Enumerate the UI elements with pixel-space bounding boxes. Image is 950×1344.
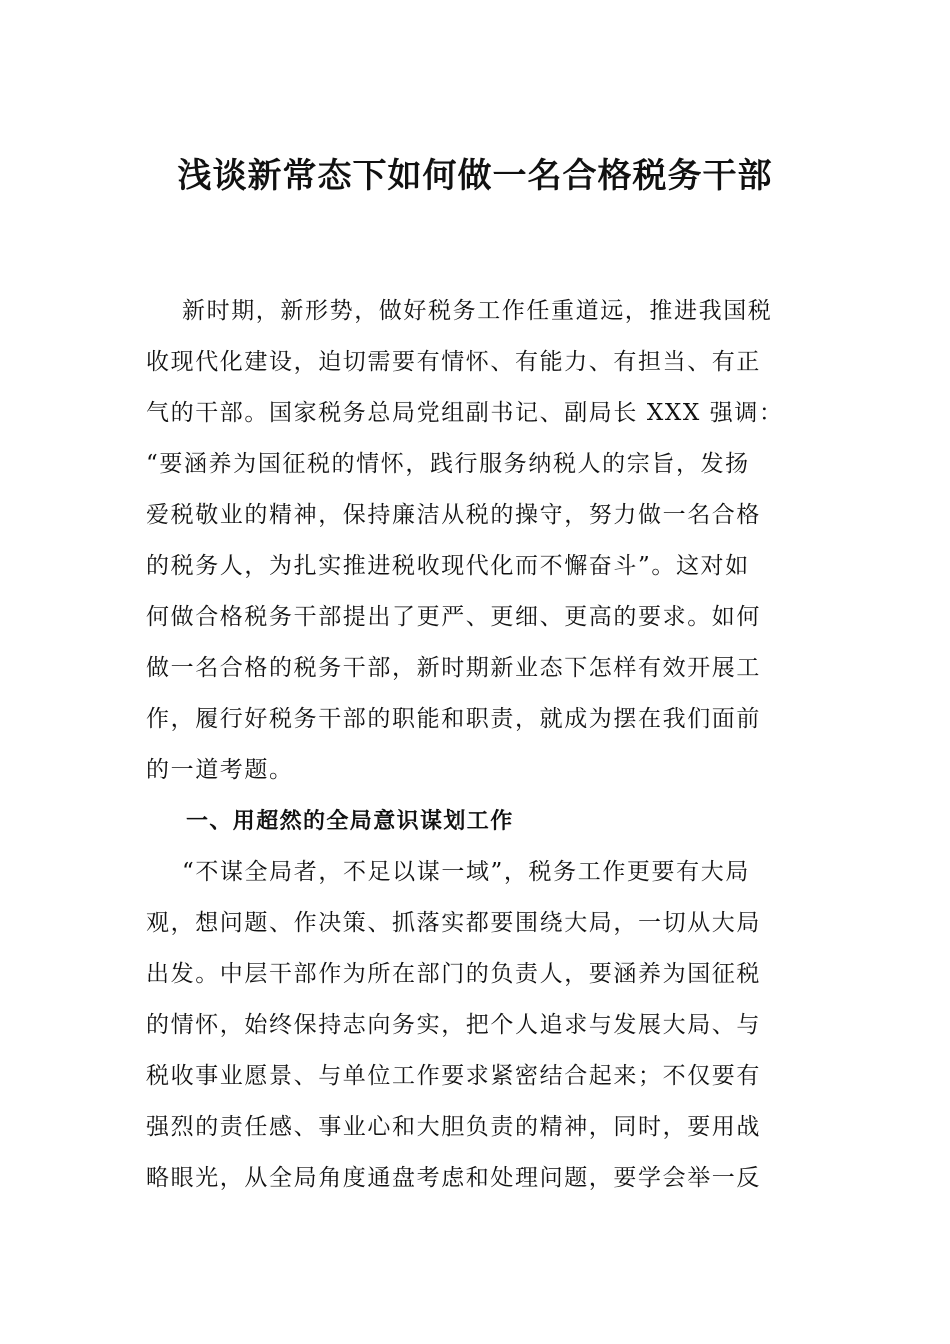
text-line: 何做合格税务干部提出了更严、更细、更高的要求。如何	[146, 604, 761, 630]
text-line: 气的干部。国家税务总局党组副书记、副局长 XXX 强调：	[146, 400, 784, 426]
text-line: 出发。中层干部作为所在部门的负责人，要涵养为国征税	[146, 961, 761, 987]
text-line: 作，履行好税务干部的职能和职责，就成为摆在我们面前	[146, 706, 761, 732]
paragraph-section-1	[146, 847, 804, 1204]
text-line: “不谋全局者，不足以谋一域”，税务工作更要有大局	[182, 859, 750, 885]
text-line: 的情怀，始终保持志向务实，把个人追求与发展大局、与	[146, 1012, 761, 1038]
section-heading-1: 一、用超然的全局意识谋划工作	[186, 809, 514, 834]
document-body	[146, 286, 804, 1204]
text-line: 税收事业愿景、与单位工作要求紧密结合起来；不仅要有	[146, 1063, 761, 1089]
text-line: 观，想问题、作决策、抓落实都要围绕大局，一切从大局	[146, 910, 761, 936]
text-line: 的税务人，为扎实推进税收现代化而不懈奋斗”。这对如	[146, 553, 750, 579]
text-line: 强烈的责任感、事业心和大胆负责的精神，同时，要用战	[146, 1114, 761, 1140]
text-line: 略眼光，从全局角度通盘考虑和处理问题，要学会举一反	[146, 1165, 761, 1191]
document-title: 浅谈新常态下如何做一名合格税务干部	[177, 156, 773, 196]
text-line: “要涵养为国征税的情怀，践行服务纳税人的宗旨，发扬	[146, 451, 750, 477]
text-line: 爱税敬业的精神，保持廉洁从税的操守，努力做一名合格	[146, 502, 761, 528]
text-line: 收现代化建设，迫切需要有情怀、有能力、有担当、有正	[146, 349, 761, 375]
text-line: 新时期，新形势，做好税务工作任重道远，推进我国税	[182, 298, 773, 324]
text-line: 做一名合格的税务干部，新时期新业态下怎样有效开展工	[146, 655, 761, 681]
paragraph-intro	[146, 286, 804, 796]
text-line: 的一道考题。	[146, 757, 294, 783]
